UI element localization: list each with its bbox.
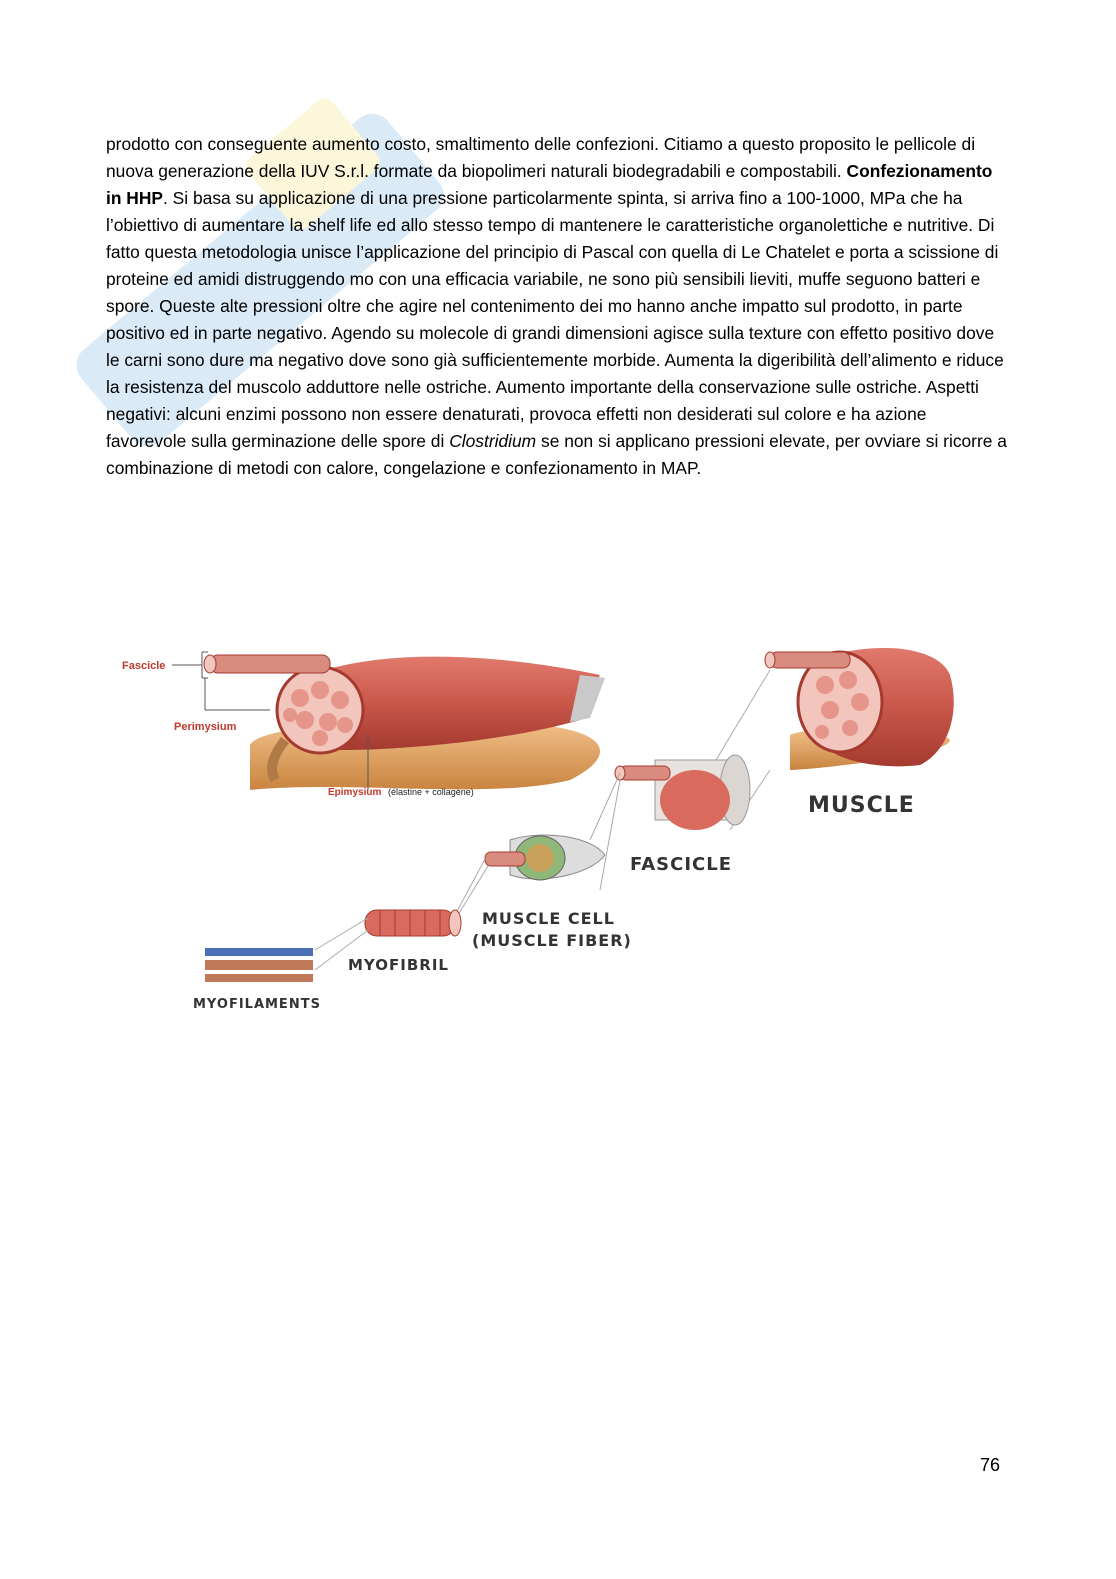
- muscle-cell-illustration: [485, 835, 605, 880]
- paragraph-closing: se non si applicano pressioni elevate, per ovviare si ricorre a combinazione di metodi con calore, congelazione e confezionamento in MAP.: [106, 431, 1007, 478]
- label-muscle: MUSCLE: [808, 793, 915, 818]
- paragraph-hhp-text: . Si basa su applicazione di una pressione particolarmente spinta, si arriva fino a 100-1000, MPa che ha l’obiettivo di aumentare la shelf life ed allo stesso tempo di mantenere le caratteristiche organolettiche e nutritive. Di fatto questa metodologia unisce l’applicazione del principio di Pascal con quella di Le Chatelet e porta a scissione di proteine ed amidi distruggendo mo con una efficacia variabile, ne sono più sensibili lieviti, muffe seguono batteri e spore. Queste alte pressioni oltre che agire nel contenimento dei mo hanno anche impatto sul prodotto, in parte positivo ed in parte negativo. Agendo su molecole di grandi dimensioni agisce sulla texture con effetto positivo dove le carni sono dure ma negativo dove sono già sufficientemente morbide. Aumenta la digeribilità dell’alimento e riduce la resistenza del muscolo adduttore nelle ostriche. Aumento importante della conservazione sulle ostriche. Aspetti negativi: alcuni enzimi possono non essere denaturati, provoca effetti non desiderati sul colore e ha azione favorevole sulla germinazione delle spore di: [106, 188, 1004, 451]
- label-fascicle-small: Fascicle: [122, 660, 166, 672]
- label-epimysium: Epimysium: [328, 787, 382, 798]
- paragraph-intro: prodotto con conseguente aumento costo, smaltimento delle confezioni. Citiamo a questo proposito le pellicole di nuova generazione della IUV S.r.l. formate da biopolimeri naturali biodegradabili e compostabili.: [106, 134, 976, 181]
- page-number: 76: [980, 1455, 1001, 1475]
- label-fascicle: FASCICLE: [630, 854, 733, 875]
- fascicle-illustration: [615, 755, 750, 830]
- label-perimysium: Perimysium: [174, 721, 237, 733]
- bold-term-hhp: Confezionamento in HHP: [106, 161, 993, 208]
- muscle-cross-section-left: [204, 655, 605, 790]
- muscle-anatomy-figure: [110, 630, 970, 1030]
- label-epimysium-note: (élastine + collagène): [388, 787, 474, 797]
- myofilaments-illustration: [205, 948, 313, 982]
- label-muscle-fiber: (MUSCLE FIBER): [472, 931, 632, 950]
- label-myofilaments: MYOFILAMENTS: [193, 997, 321, 1012]
- body-paragraph: [106, 131, 1010, 482]
- label-muscle-cell: MUSCLE CELL: [482, 909, 615, 928]
- muscle-bundle-right: [765, 648, 954, 770]
- italic-term-clostridium: Clostridium: [449, 431, 537, 451]
- myofibril-illustration: [365, 910, 461, 936]
- label-myofibril: MYOFIBRIL: [348, 956, 449, 974]
